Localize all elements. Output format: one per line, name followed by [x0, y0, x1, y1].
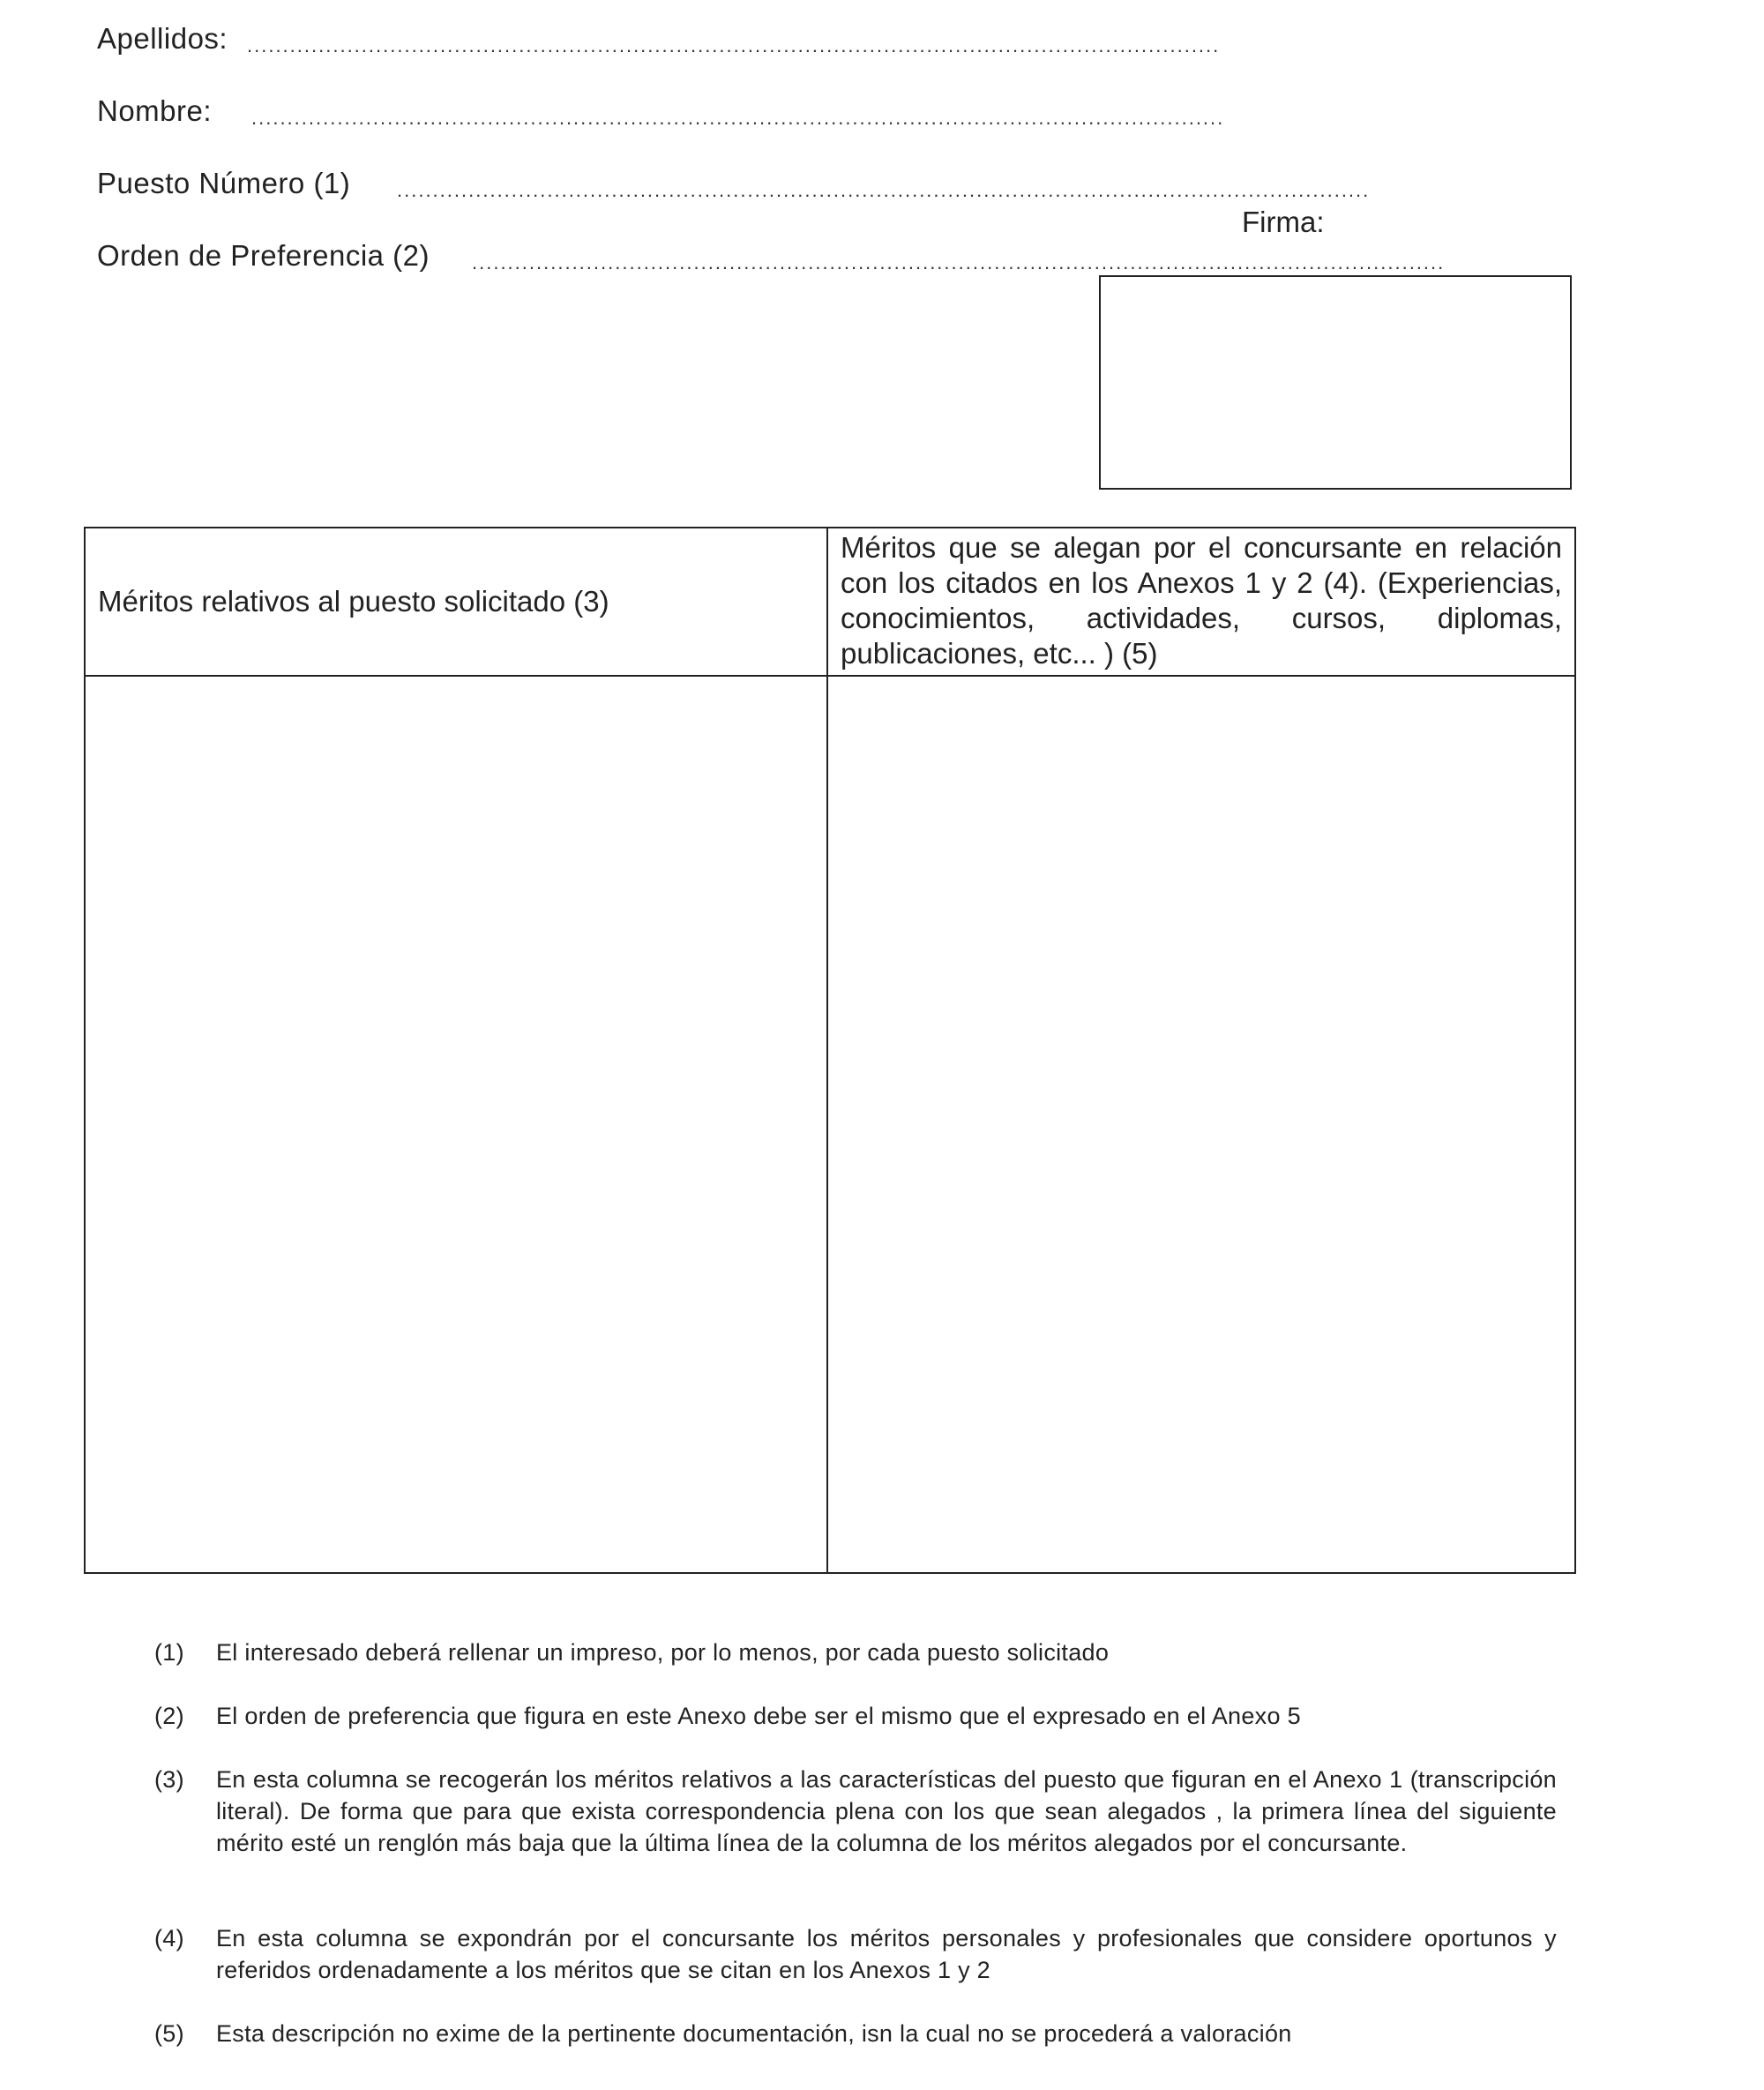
- firma-box[interactable]: [1099, 275, 1572, 490]
- firma-label: Firma:: [1242, 206, 1325, 238]
- field-apellidos-label: Apellidos:: [97, 22, 228, 55]
- field-orden-input[interactable]: ........................................................................................................................................: [472, 251, 1446, 273]
- footnote-text: En esta columna se recogerán los méritos relativos a las características del puesto que figuran en el Anexo 1 (transcripción literal). De forma que para que exista correspondencia plena con los que sean alegados , la primera línea del siguiente mérito esté un renglón más baja que la última línea de la columna de los méritos alegados por el concursante.: [216, 1766, 1557, 1856]
- footnote-text: El interesado deberá rellenar un impreso, por lo menos, por cada puesto solicitado: [216, 1639, 1110, 1666]
- footnote-text: El orden de preferencia que figura en este Anexo debe ser el mismo que el expresado en el Anexo 5: [216, 1703, 1301, 1729]
- footnote-number: (5): [154, 2020, 184, 2047]
- field-puesto-input[interactable]: ........................................................................................................................................: [397, 179, 1371, 201]
- footnote-number: (1): [154, 1639, 184, 1666]
- col2-body-cell[interactable]: [827, 676, 1575, 1573]
- footnote-number: (3): [154, 1766, 184, 1793]
- footnote-text: En esta columna se expondrán por el concursante los méritos personales y profesionales que considere oportunos y referidos ordenadamente a los méritos que se citan en los Anexos 1 y 2: [216, 1925, 1557, 1983]
- field-puesto-label: Puesto Número (1): [97, 167, 351, 199]
- field-nombre-input[interactable]: ........................................................................................................................................: [251, 107, 1225, 129]
- footnote-number: (4): [154, 1925, 184, 1951]
- field-orden-label: Orden de Preferencia (2): [97, 239, 430, 272]
- merits-table: [84, 527, 1576, 1574]
- col1-body-cell[interactable]: [85, 676, 827, 1573]
- field-apellidos-input[interactable]: ........................................................................................................................................: [247, 34, 1221, 56]
- col2-header: Méritos que se alegan por el concursante en relación con los citados en los Anexos 1 y 2 (4). (Experiencias, conocimientos, actividades, cursos, diplomas, publicaciones, etc... ) (5): [827, 528, 1575, 676]
- footnote-text: Esta descripción no exime de la pertinente documentación, isn la cual no se procederá a valoración: [216, 2020, 1292, 2047]
- col1-header: Méritos relativos al puesto solicitado (3): [85, 528, 827, 676]
- table-body-row: [85, 676, 1575, 1573]
- field-nombre-label: Nombre:: [97, 94, 213, 127]
- table-header-row: [85, 528, 1575, 676]
- footnote-number: (2): [154, 1703, 184, 1729]
